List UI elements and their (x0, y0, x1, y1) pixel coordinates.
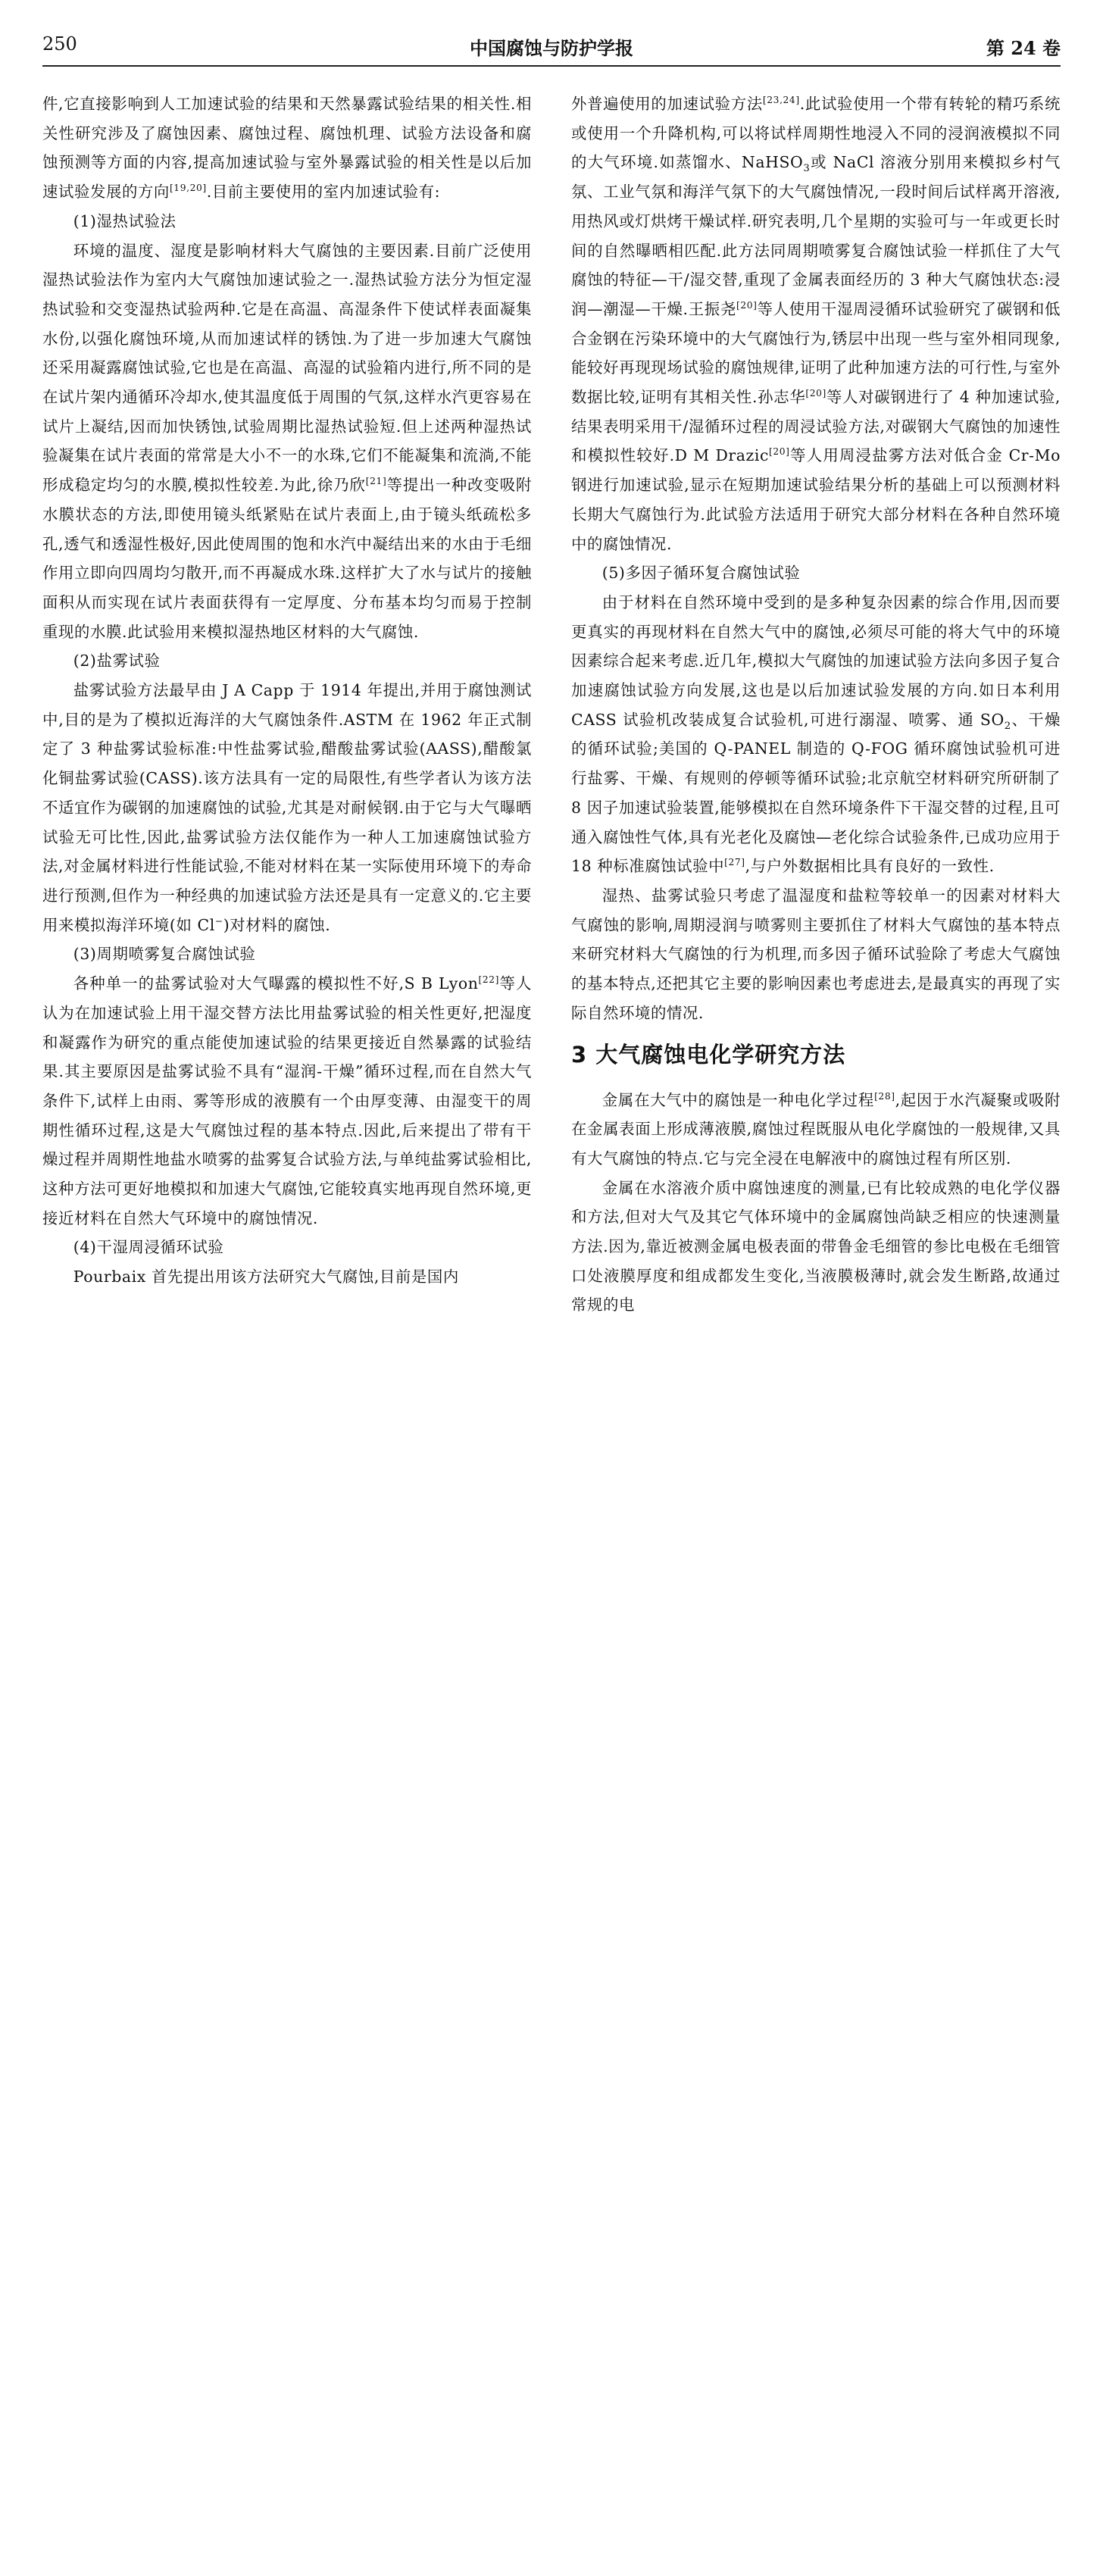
citation: [20] (805, 388, 826, 399)
citation: [19,20] (169, 183, 207, 194)
paragraph-text: 等人对碳钢进行了 4 种加速试验,结果表明采用干/湿循环过程的周浸试验方法,对碳钢大气腐蚀的加速性和模拟性较好.D M Drazic (571, 388, 1061, 465)
volume-label: 第 24 卷 (986, 37, 1061, 59)
citation: [21] (365, 476, 387, 487)
page-header (42, 30, 1061, 67)
paragraph-text: 、干燥的循环试验;美国的 Q-PANEL 制造的 Q-FOG 循环腐蚀试验机可进行盐雾、干燥、有规则的停顿等循环试验;北京航空材料研究所研制了 8 因子加速试验装置,能够模拟在自然环境条件下干湿交替的过程,且可通入腐蚀性气体,具有光老化及腐蚀—老化综合试验条件,已成功应用于 18 种标准腐蚀试验中 (571, 710, 1061, 876)
paragraph-text: 或 NaCl 溶液分别用来模拟乡村气氛、工业气氛和海洋气氛下的大气腐蚀情况,一段时间后试样离开溶液,用热风或灯烘烤干燥试样.研究表明,几个星期的实验可与一年或更长时间的自然曝晒相匹配.此方法同周期喷雾复合腐蚀试验一样抓住了大气腐蚀的特征—干/湿交替,重现了金属表面经历的 3 种大气腐蚀状态:浸润—潮湿—干燥.王振尧 (571, 153, 1061, 318)
subsection-heading: (1)湿热试验法 (73, 211, 177, 230)
subscript: 2 (1004, 720, 1011, 732)
paragraph-text: .此试验使用一个带有转轮的精巧系统或使用一个升降机构,可以将试样周期性地浸入不同的浸润液模拟不同的大气环境.如蒸馏水、NaHSO (571, 95, 1061, 172)
paragraph-text: 各种单一的盐雾试验对大气曝露的模拟性不好,S B Lyon (73, 974, 479, 993)
subsection-heading: (2)盐雾试验 (73, 652, 161, 671)
paragraph-text: ,与户外数据相比具有良好的一致性. (745, 857, 995, 876)
paragraph-text: 等人使用干湿周浸循环试验研究了碳钢和低合金钢在污染环境中的大气腐蚀行为,锈层中出现一些与室外相同现象,能较好再现现场试验的腐蚀规律,证明了此种加速方法的可行性,与室外数据比较,证明有其相关性.孙志华 (571, 299, 1061, 407)
paragraph (571, 89, 1061, 558)
paragraph-text: 等人认为在加速试验上用干湿交替方法比用盐雾试验的相关性更好,把湿度和凝露作为研究的重点能使加速试验的结果更接近自然暴露的试验结果.其主要原因是盐雾试验不具有“湿润-干燥”循环过程,而在自然大气条件下,试样上由雨、雾等形成的液膜有一个由厚变薄、由湿变干的周期性循环过程,这是大气腐蚀过程的基本特点.因此,后来提出了带有干燥过程并周期性地盐水喷雾的盐雾复合试验方法,与单纯盐雾试验相比,这种方法可更好地模拟和加速大气腐蚀,它能较真实地再现自然环境,更接近材料在自然大气环境中的腐蚀情况. (42, 974, 533, 1227)
citation: [27] (724, 857, 745, 868)
paragraph (42, 236, 532, 647)
paragraph-text: .目前主要使用的室内加速试验有: (206, 183, 441, 202)
paragraph (42, 676, 532, 939)
paragraph: 湿热、盐雾试验只考虑了温湿度和盐粒等较单一的因素对材料大气腐蚀的影响,周期浸润与喷雾则主要抓住了材料大气腐蚀的基本特点来研究材料大气腐蚀的行为机理,而多因子循环试验除了考虑大气腐蚀的基本特点,还把其它主要的影响因素也考虑进去,是最真实的再现了实际自然环境的情况. (571, 886, 1061, 1022)
paragraph (42, 969, 532, 1233)
paragraph (42, 89, 532, 207)
paragraph-text: 件,它直接影响到人工加速试验的结果和天然暴露试验结果的相关性.相关性研究涉及了腐蚀因素、腐蚀过程、腐蚀机理、试验方法设备和腐蚀预测等方面的内容,提高加速试验与室外暴露试验的相关性是以后加速试验发展的方向 (42, 95, 532, 202)
paragraph-text: ,起因于水汽凝聚或吸附在金属表面上形成薄液膜,腐蚀过程既服从电化学腐蚀的一般规律,又具有大气腐蚀的特点.它与完全浸在电解液中的腐蚀过程有所区别. (571, 1090, 1061, 1168)
subsection-heading: (4)干湿周浸循环试验 (73, 1238, 224, 1257)
paragraph-text: 外普遍使用的加速试验方法 (571, 95, 763, 113)
paragraph-text: 环境的温度、湿度是影响材料大气腐蚀的主要因素.目前广泛使用湿热试验法作为室内大气腐蚀加速试验之一.湿热试验方法分为恒定湿热试验和交变湿热试验两种.它是在高温、高湿条件下使试样表面凝集水份,以强化腐蚀环境,从而加速试样的锈蚀.为了进一步加速大气腐蚀还采用凝露腐蚀试验,它也是在高温、高湿的试验箱内进行,所不同的是在试片架内通循环冷却水,使其温度低于周围的气氛,这样水汽更容易在试片上凝结,因而加快锈蚀,试验周期比湿热试验短.但上述两种湿热试验凝集在试片表面的常常是大小不一的水珠,它们不能凝集和流淌,不能形成稳定均匀的水膜,模拟性较差.为此,徐乃欣 (42, 241, 532, 495)
citation: [20] (769, 446, 790, 458)
journal-title: 中国腐蚀与防护学报 (470, 37, 633, 59)
right-column (571, 89, 1061, 1320)
superscript: − (214, 915, 223, 927)
citation: [23,24] (762, 95, 800, 106)
section-heading: 3 大气腐蚀电化学研究方法 (571, 1041, 846, 1068)
paragraph: Pourbaix 首先提出用该方法研究大气腐蚀,目前是国内 (73, 1268, 459, 1286)
paragraph-text: 盐雾试验方法最早由 J A Capp 于 1914 年提出,并用于腐蚀测试中,目的是为了模拟近海洋的大气腐蚀条件.ASTM 在 1962 年正式制定了 3 种盐雾试验标准:中性盐雾试验,醋酸盐雾试验(AASS),醋酸氯化铜盐雾试验(CASS).该方法具有一定的局限性,有些学者认为该方法不适宜作为碳钢的加速腐蚀的试验,尤其是对耐候钢.由于它与大气曝晒试验无可比性,因此,盐雾试验方法仅能作为一种人工加速腐蚀试验方法,对金属材料进行性能试验,不能对材料在某一实际使用环境下的寿命进行预测,但作为一种经典的加速试验方法还是具有一定意义的.它主要用来模拟海洋环境(如 Cl (42, 681, 532, 934)
left-column (42, 89, 532, 1292)
subscript: 3 (803, 163, 811, 175)
paragraph-text: 等提出一种改变吸附水膜状态的方法,即使用镜头纸紧贴在试片表面上,由于镜头纸疏松多孔,透气和透湿性极好,因此使周围的饱和水汽中凝结出来的水由于毛细作用立即向四周均匀散开,而不再凝成水珠.这样扩大了水与试片的接触面积从而实现在试片表面获得有一定厚度、分布基本均匀而易于控制重现的水膜.此试验用来模拟湿热地区材料的大气腐蚀. (42, 476, 532, 641)
paragraph-text: 由于材料在自然环境中受到的是多种复杂因素的综合作用,因而要更真实的再现材料在自然大气中的腐蚀,必须尽可能的将大气中的环境因素综合起来考虑.近几年,模拟大气腐蚀的加速试验方法向多因子复合加速腐蚀试验方向发展,这也是以后加速试验发展的方向.如日本利用 CASS 试验机改装成复合试验机,可进行溺湿、喷雾、通 SO (571, 592, 1061, 729)
paragraph: 金属在水溶液介质中腐蚀速度的测量,已有比较成熟的电化学仪器和方法,但对大气及其它气体环境中的金属腐蚀尚缺乏相应的快速测量方法.因为,靠近被测金属电极表面的带鲁金毛细管的参比电极在毛细管口处液膜厚度和组成都发生变化,当液膜极薄时,就会发生断路,故通过常规的电 (571, 1178, 1061, 1315)
citation: [28] (874, 1090, 895, 1102)
subsection-heading: (5)多因子循环复合腐蚀试验 (601, 564, 801, 583)
paragraph (571, 1086, 1061, 1174)
paragraph (571, 588, 1061, 881)
paragraph-text: 金属在大气中的腐蚀是一种电化学过程 (601, 1090, 875, 1109)
page-number: 250 (42, 33, 77, 55)
citation: [22] (478, 974, 500, 986)
paragraph-text: )对材料的腐蚀. (223, 915, 331, 934)
subsection-heading: (3)周期喷雾复合腐蚀试验 (73, 945, 256, 964)
citation: [20] (736, 300, 758, 311)
paragraph-text: 等人用周浸盐雾方法对低合金 Cr-Mo 钢进行加速试验,显示在短期加速试验结果分析的基础上可以预测材料长期大气腐蚀行为.此试验方法适用于研究大部分材料在各种自然环境中的腐蚀情况. (571, 446, 1061, 553)
